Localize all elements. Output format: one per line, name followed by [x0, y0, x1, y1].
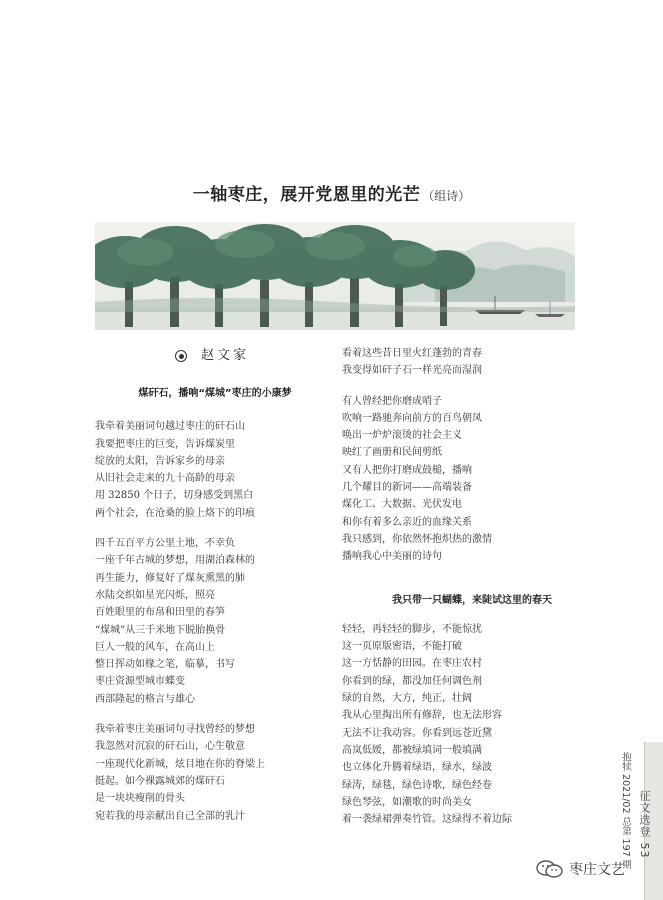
poem-line: 我变得如矸子石一样光亮而湿润	[342, 365, 482, 377]
poem-line: 高岚低媛，都被绿填词一般填满	[342, 744, 482, 756]
poem-line: 一座千年古城的梦想，用湖泊森林的	[95, 555, 255, 567]
poem-line: 你看到的绿，都没加任何调色剂	[342, 675, 482, 687]
watermark-text: 枣庄文艺	[569, 862, 625, 878]
poem-line: 也立体化升腾着绿语，绿水，绿波	[342, 762, 492, 774]
poem-line: 用 32850 个日子，切身感受到黑白	[95, 490, 254, 502]
poem-line: 映红了画册和民间剪纸	[342, 447, 442, 459]
poem-line: 我牵着枣庄美丽词句寻找曾经的梦想	[95, 724, 255, 736]
poem-2-stanza-1	[342, 621, 582, 829]
poem-line: 无法不让我动容。你看到远苍近黛	[342, 727, 492, 739]
poem-1-stanza-5	[342, 393, 582, 566]
poem-line: 从旧社会走来的九十高龄的母亲	[95, 473, 235, 485]
poem-line: “煤城”从三千米地下脱胎换骨	[95, 624, 226, 636]
ink-painting-illustration	[95, 222, 575, 330]
poem-line: 绽放的太阳，告诉家乡的母亲	[95, 455, 225, 467]
poem-1-stanza-4	[342, 345, 582, 380]
poem-line: 宛若我的母亲献出自己全部的乳汁	[95, 810, 245, 822]
poem-line: 我要把枣庄的巨变，告诉煤炭里	[95, 438, 235, 450]
poem-line: 吹响一路驰奔向前方的百鸟朝凤	[342, 412, 482, 424]
poem-title: 一轴枣庄，展开党恩里的光芒	[192, 185, 421, 205]
poem-line: 有人曾经把你磨成哨子	[342, 395, 442, 407]
poem-line: 挺起。如今裸露城郊的煤矸石	[95, 775, 225, 787]
poem-line: 一座现代化新城，炫目地在你的脊梁上	[95, 758, 265, 770]
wechat-icon	[535, 858, 565, 880]
poem-line: 着一袭绿裙弹奏竹管。这绿得不着边际	[342, 814, 512, 826]
page-number: 53	[638, 842, 651, 859]
poem-line: 唤出一炉炉滚烫的社会主义	[342, 430, 462, 442]
poem-1-stanza-3	[95, 721, 325, 825]
poem-line: 又有人把你打磨成鼓槌，播响	[342, 464, 472, 476]
poem-line: 和你有着多么亲近的血缘关系	[342, 516, 472, 528]
poem-2-heading: 我只带一只蝴蝶，来陡试这里的春天	[392, 594, 552, 606]
poem-line: 百姓眼里的布帛和田里的春笋	[95, 607, 225, 619]
issue-info: 抱犊 2021/02 总第 197 期	[620, 752, 631, 870]
poem-line: 是一块块瘦削的骨头	[95, 793, 185, 805]
poem-line: 几个耀目的新词——高端装备	[342, 482, 472, 494]
poem-line: 这一方恬静的田园。在枣庄农村	[342, 658, 482, 670]
poem-line: 轻轻，再轻轻的脚步，不能惊扰	[342, 623, 482, 635]
right-column	[342, 345, 582, 828]
poem-line: 我忽然对沉寂的矸石山，心生敬意	[95, 741, 245, 753]
poem-line: 枣庄资源型城市蝶变	[95, 676, 185, 688]
section-label-text: 征文选登	[638, 790, 651, 838]
poem-subtitle: （组诗）	[422, 189, 471, 203]
left-column	[95, 345, 325, 825]
poem-line: 我从心里掏出所有修辞，也无法形容	[342, 710, 502, 722]
poem-line: 这一页原版密语，不能打破	[342, 641, 462, 653]
poem-line: 煤化工、大数据、光伏发电	[342, 499, 462, 511]
poem-line: 绿涛，绿毯，绿色诗歌，绿色经卷	[342, 779, 492, 791]
author-name: 赵文家	[201, 348, 250, 364]
wechat-watermark	[535, 858, 625, 880]
poem-line: 西部隆起的格言与雄心	[95, 693, 195, 705]
bullet-circle-icon	[175, 350, 187, 362]
poem-1-heading: 煤矸石，播响“煤城”枣庄的小康梦	[138, 388, 292, 399]
author-line	[175, 345, 325, 367]
poem-line: 水陆交织如星光闪烁，照亮	[95, 589, 215, 601]
poem-line: 整日挥动如椽之笔，临摹，书写	[95, 659, 235, 671]
title-block	[0, 180, 663, 205]
poem-1-stanza-2	[95, 535, 325, 708]
poem-line: 巨人一般的风车，在高山上	[95, 641, 215, 653]
poem-line: 播响我心中美丽的诗句	[342, 551, 442, 563]
poem-line: 绿色琴弦，如潮歌的时尚美女	[342, 796, 472, 808]
poem-line: 两个社会，在沧桑的脸上烙下的印痕	[95, 507, 255, 519]
poem-line: 绿的自然，大方，纯正，壮阔	[342, 693, 472, 705]
poem-line: 再生能力，修复好了煤灰熏黑的肺	[95, 572, 245, 584]
poem-line: 四千五百平方公里土地，不幸负	[95, 538, 235, 550]
poem-line: 看着这些昔日里火红蓬勃的青春	[342, 348, 482, 359]
section-label	[636, 790, 652, 859]
poem-line: 我只感到，你依然怀抱炽热的激情	[342, 533, 492, 545]
poem-1-stanza-1	[95, 418, 325, 522]
poem-line: 我牵着美丽词句越过枣庄的矸石山	[95, 421, 245, 433]
